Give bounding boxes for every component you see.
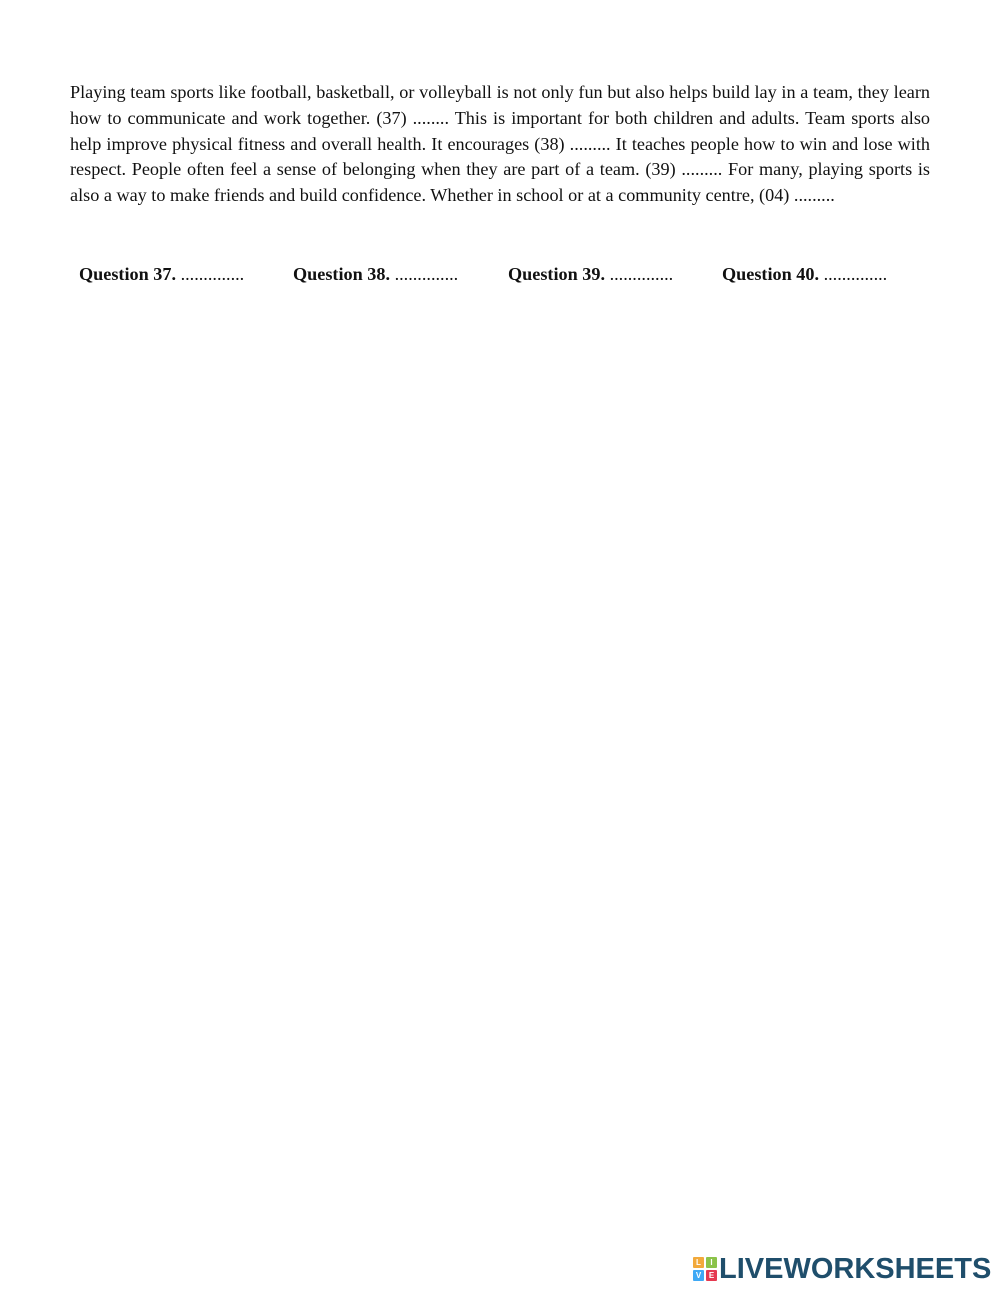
- logo-square: E: [706, 1270, 717, 1281]
- liveworksheets-logo-icon: [693, 1257, 717, 1281]
- logo-square: I: [706, 1257, 717, 1268]
- answer-blank[interactable]: ..............: [609, 264, 674, 284]
- logo-square: L: [693, 1257, 704, 1268]
- brand-name: LIVEWORKSHEETS: [719, 1253, 992, 1285]
- logo-square: V: [693, 1270, 704, 1281]
- answer-question-38: [293, 262, 458, 286]
- question-label: Question 40.: [722, 264, 820, 284]
- question-label: Question 38.: [293, 264, 391, 284]
- liveworksheets-brand: [693, 1253, 992, 1285]
- answer-blank[interactable]: ..............: [180, 264, 245, 284]
- answer-question-39: [508, 262, 673, 286]
- answer-blank[interactable]: ..............: [823, 264, 888, 284]
- question-label: Question 37.: [79, 264, 177, 284]
- reading-passage: Playing team sports like football, basketball, or volleyball is not only fun but also helps build lay in a team, they learn how to communicate and work together. (37) ........ This is important for both children and adults. Team sports also help improve physical fitness and overall health. It encourages (38) ......... It teaches people how to win and lose with respect. People often feel a sense of belonging when they are part of a team. (39) ......... For many, playing sports is also a way to make friends and build confidence. Whether in school or at a community centre, (04) .........: [70, 82, 930, 206]
- answer-question-37: [79, 262, 244, 286]
- answer-blank[interactable]: ..............: [394, 264, 459, 284]
- question-label: Question 39.: [508, 264, 606, 284]
- answer-question-40: [722, 262, 887, 286]
